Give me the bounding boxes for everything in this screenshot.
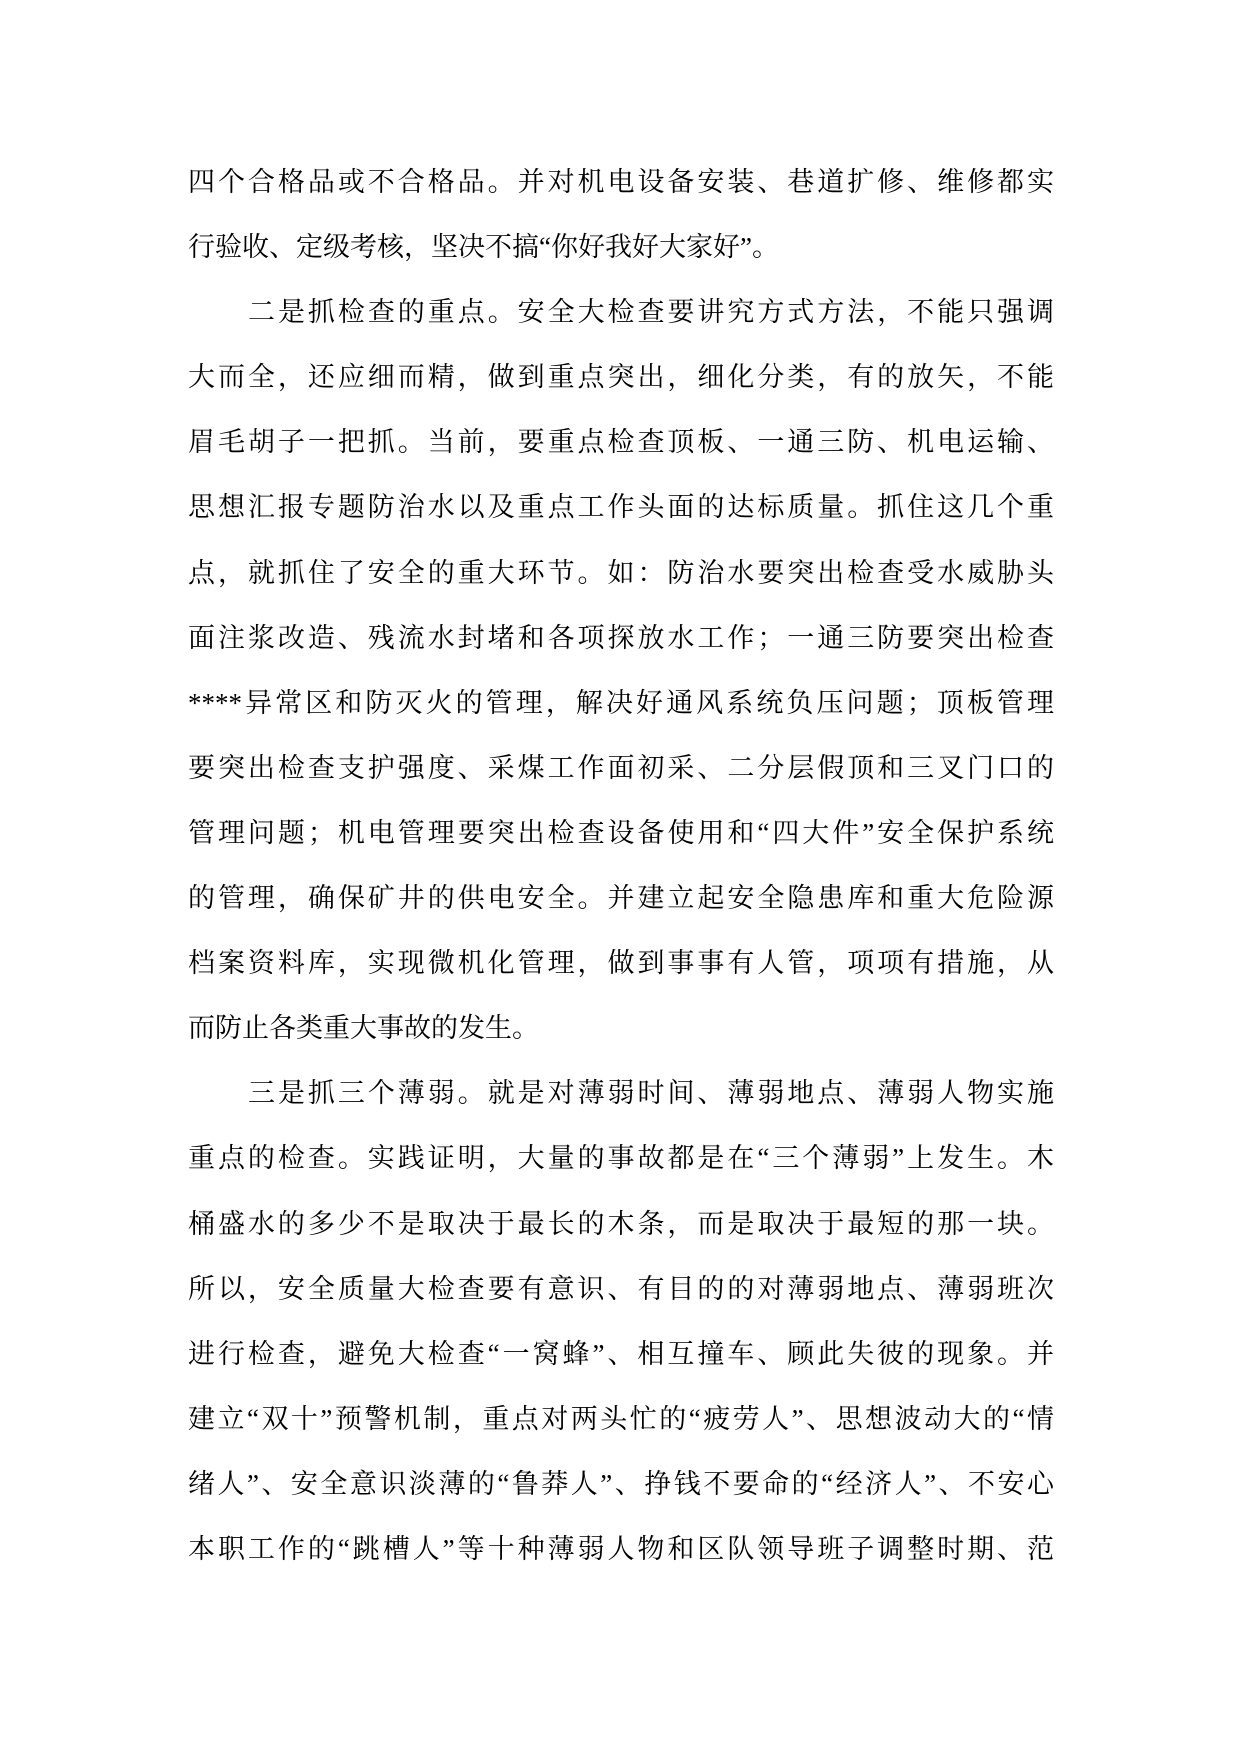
text-line: 而防止各类重大事故的发生。 (188, 1013, 539, 1044)
text-line: 绪人”、安全意识淡薄的“鲁莽人”、挣钱不要命的“经济人”、不安心 (188, 1468, 1054, 1499)
text-line: 桶盛水的多少不是取决于最长的木条，而是取决于最短的那一块。 (188, 1208, 1054, 1239)
text-line: 建立“双十”预警机制，重点对两头忙的“疲劳人”、思想波动大的“情 (188, 1403, 1054, 1434)
text-line: 进行检查，避免大检查“一窝蜂”、相互撞车、顾此失彼的现象。并 (188, 1338, 1054, 1369)
text-line: 面注浆改造、残流水封堵和各项探放水工作；一通三防要突出检查 (188, 622, 1054, 653)
text-line: 所以，安全质量大检查要有意识、有目的的对薄弱地点、薄弱班次 (188, 1273, 1054, 1304)
text-line: 行验收、定级考核，坚决不搞“你好我好大家好”。 (188, 232, 779, 263)
text-line: 大而全，还应细而精，做到重点突出，细化分类，有的放矢，不能 (188, 362, 1054, 393)
text-line: 点，就抓住了安全的重大环节。如：防治水要突出检查受水威胁头 (188, 557, 1054, 588)
text-line: ****异常区和防灭火的管理，解决好通风系统负压问题；顶板管理 (188, 687, 1054, 718)
text-line: 二是抓检查的重点。安全大检查要讲究方式方法，不能只强调 (248, 297, 1054, 328)
text-line: 三是抓三个薄弱。就是对薄弱时间、薄弱地点、薄弱人物实施 (248, 1078, 1054, 1109)
text-line: 管理问题；机电管理要突出检查设备使用和“四大件”安全保护系统 (188, 817, 1054, 848)
document-text-body (188, 150, 1054, 1582)
text-line: 的管理，确保矿井的供电安全。并建立起安全隐患库和重大危险源 (188, 883, 1054, 914)
text-line: 要突出检查支护强度、采煤工作面初采、二分层假顶和三叉门口的 (188, 752, 1054, 783)
text-line: 档案资料库，实现微机化管理，做到事事有人管，项项有措施，从 (188, 948, 1054, 979)
text-line: 本职工作的“跳槽人”等十种薄弱人物和区队领导班子调整时期、范 (188, 1533, 1054, 1564)
text-line: 眉毛胡子一把抓。当前，要重点检查顶板、一通三防、机电运输、 (188, 427, 1054, 458)
text-line: 思想汇报专题防治水以及重点工作头面的达标质量。抓住这几个重 (188, 492, 1054, 523)
text-line: 四个合格品或不合格品。并对机电设备安装、巷道扩修、维修都实 (188, 167, 1054, 197)
text-line: 重点的检查。实践证明，大量的事故都是在“三个薄弱”上发生。木 (188, 1143, 1054, 1174)
